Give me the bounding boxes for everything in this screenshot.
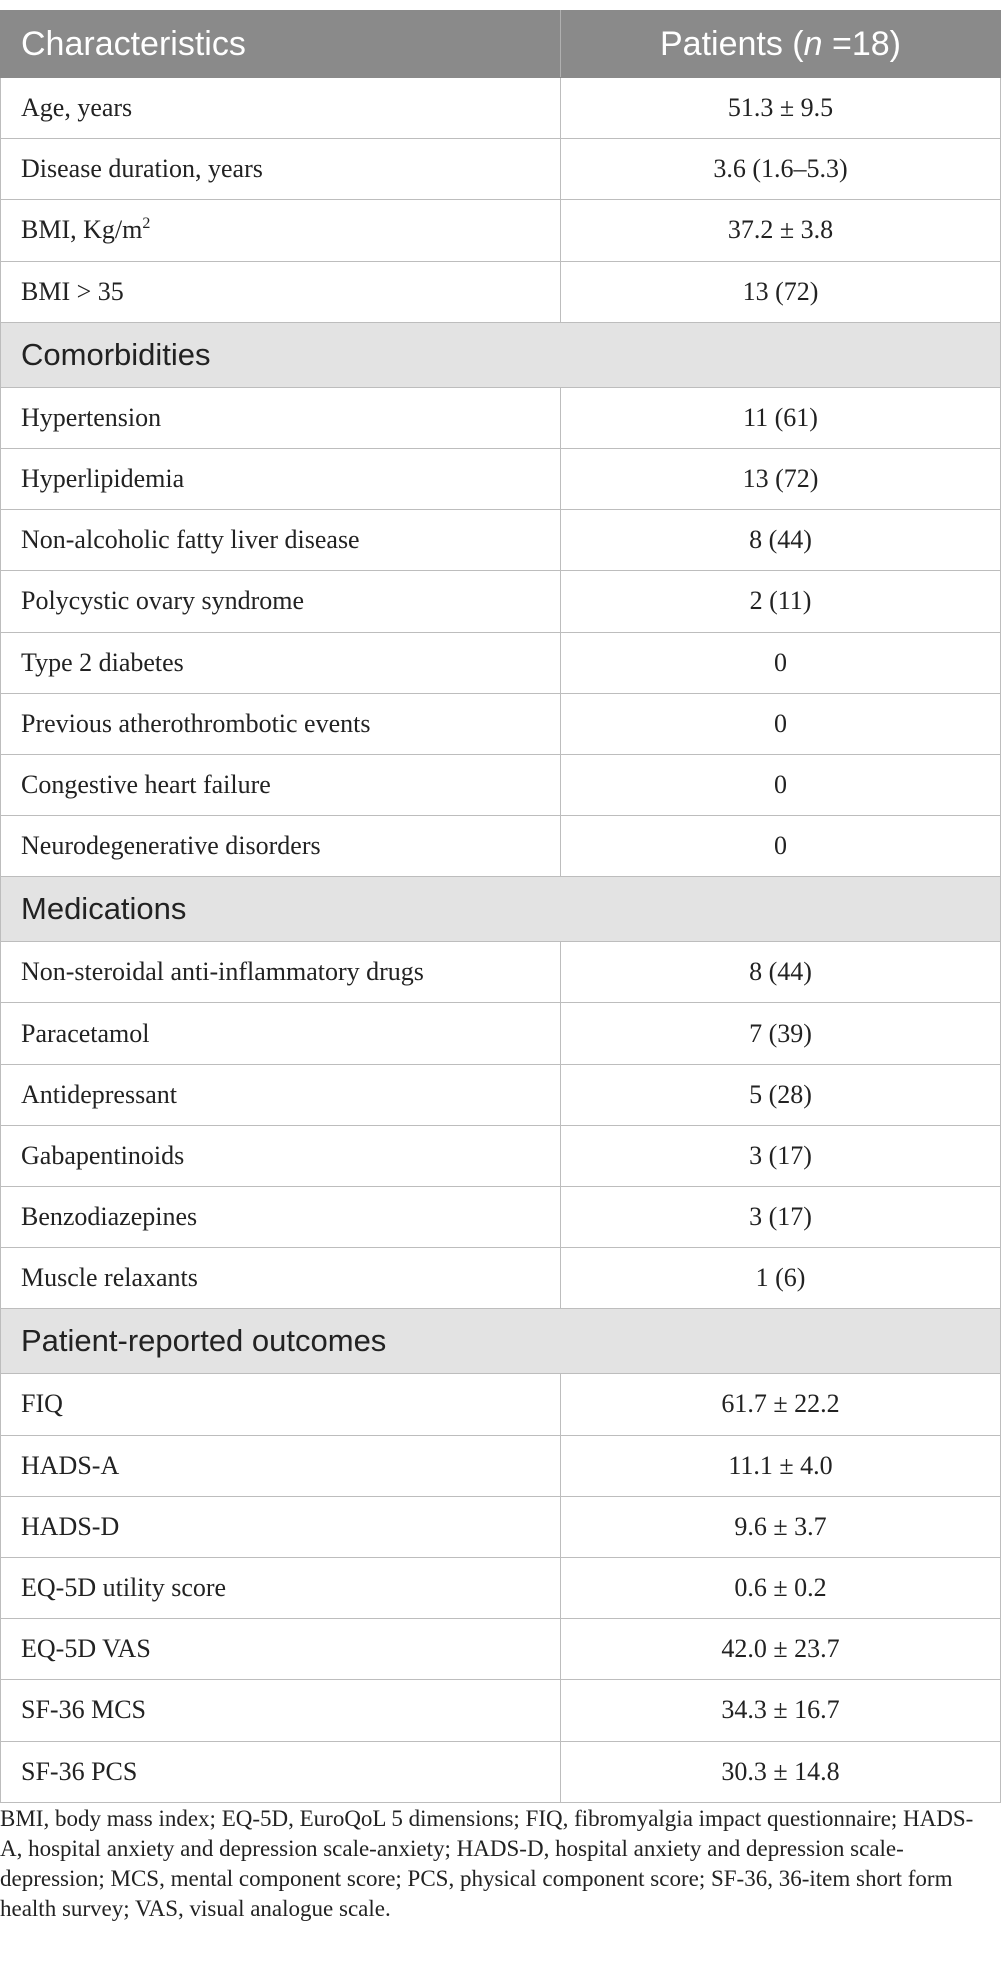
table-header-row <box>1 11 1001 78</box>
row-label <box>1 632 561 693</box>
table-row <box>1 1680 1001 1741</box>
table-row <box>1 387 1001 448</box>
section-header-row <box>1 877 1001 942</box>
table-row <box>1 754 1001 815</box>
row-label-superscript: 2 <box>142 215 151 233</box>
row-label <box>1 78 561 139</box>
table-row <box>1 571 1001 632</box>
row-value: 8 (44) <box>561 510 1001 571</box>
row-value: 30.3 ± 14.8 <box>561 1741 1001 1802</box>
row-label-text: HADS-A <box>21 1450 120 1480</box>
table-row <box>1 1435 1001 1496</box>
row-label-text: Congestive heart failure <box>21 769 271 799</box>
row-label <box>1 510 561 571</box>
table-row <box>1 139 1001 200</box>
row-label <box>1 1619 561 1680</box>
row-label-text: FIQ <box>21 1389 63 1419</box>
row-value: 11 (61) <box>561 387 1001 448</box>
section-title: Patient-reported outcomes <box>1 1309 1001 1374</box>
row-value: 61.7 ± 22.2 <box>561 1374 1001 1435</box>
table-row <box>1 942 1001 1003</box>
row-value: 0.6 ± 0.2 <box>561 1557 1001 1618</box>
row-label-text: Hyperlipidemia <box>21 464 185 494</box>
row-label-text: Non-alcoholic fatty liver disease <box>21 525 360 555</box>
row-label-text: Benzodiazepines <box>21 1202 198 1232</box>
row-label <box>1 448 561 509</box>
characteristics-table <box>0 10 1001 1803</box>
table-row <box>1 1557 1001 1618</box>
row-value: 13 (72) <box>561 448 1001 509</box>
row-label <box>1 1741 561 1802</box>
row-label <box>1 816 561 877</box>
row-label <box>1 1496 561 1557</box>
header-patients <box>561 11 1001 78</box>
row-label <box>1 571 561 632</box>
row-label <box>1 1557 561 1618</box>
header-patients-n: n <box>803 24 823 63</box>
header-patients-prefix: Patients ( <box>660 24 804 63</box>
row-value: 0 <box>561 693 1001 754</box>
row-value: 37.2 ± 3.8 <box>561 200 1001 261</box>
row-value: 2 (11) <box>561 571 1001 632</box>
row-label-text: EQ-5D utility score <box>21 1573 227 1603</box>
row-label-text: BMI, Kg/m <box>21 215 143 245</box>
row-value: 3 (17) <box>561 1125 1001 1186</box>
table-row <box>1 200 1001 261</box>
section-header-row <box>1 322 1001 387</box>
row-value: 11.1 ± 4.0 <box>561 1435 1001 1496</box>
row-label-text: BMI > 35 <box>21 276 124 306</box>
row-label <box>1 261 561 322</box>
header-patients-suffix: =18) <box>822 24 901 63</box>
header-characteristics: Characteristics <box>1 11 561 78</box>
row-label-text: EQ-5D VAS <box>21 1634 151 1664</box>
table-row <box>1 510 1001 571</box>
row-label-text: Gabapentinoids <box>21 1140 185 1170</box>
row-value: 42.0 ± 23.7 <box>561 1619 1001 1680</box>
row-label <box>1 693 561 754</box>
row-label-text: Polycystic ovary syndrome <box>21 586 305 616</box>
row-label-text: Antidepressant <box>21 1079 177 1109</box>
row-value: 9.6 ± 3.7 <box>561 1496 1001 1557</box>
row-value: 8 (44) <box>561 942 1001 1003</box>
row-label-text: SF-36 PCS <box>21 1756 138 1786</box>
row-label <box>1 139 561 200</box>
row-value: 0 <box>561 816 1001 877</box>
table-row <box>1 1248 1001 1309</box>
row-value: 34.3 ± 16.7 <box>561 1680 1001 1741</box>
row-label <box>1 1187 561 1248</box>
row-label <box>1 1374 561 1435</box>
table-row <box>1 632 1001 693</box>
row-value: 0 <box>561 632 1001 693</box>
table-row <box>1 816 1001 877</box>
table-row <box>1 693 1001 754</box>
section-title: Medications <box>1 877 1001 942</box>
row-value: 3 (17) <box>561 1187 1001 1248</box>
row-value: 5 (28) <box>561 1064 1001 1125</box>
table-row <box>1 1187 1001 1248</box>
row-label-text: HADS-D <box>21 1511 120 1541</box>
table-row <box>1 1374 1001 1435</box>
row-label <box>1 754 561 815</box>
row-label <box>1 1125 561 1186</box>
row-label-text: Paracetamol <box>21 1018 150 1048</box>
row-label-text: Disease duration, years <box>21 154 263 184</box>
table-row <box>1 1064 1001 1125</box>
table-row <box>1 78 1001 139</box>
section-header-row <box>1 1309 1001 1374</box>
row-value: 0 <box>561 754 1001 815</box>
row-value: 1 (6) <box>561 1248 1001 1309</box>
table-row <box>1 1741 1001 1802</box>
table-row <box>1 1003 1001 1064</box>
table-row <box>1 1619 1001 1680</box>
row-label <box>1 1064 561 1125</box>
row-label <box>1 1680 561 1741</box>
row-label <box>1 1248 561 1309</box>
row-label-text: Neurodegenerative disorders <box>21 831 321 861</box>
row-label <box>1 1435 561 1496</box>
row-label-text: Age, years <box>21 93 133 123</box>
table-row <box>1 261 1001 322</box>
section-title: Comorbidities <box>1 322 1001 387</box>
table-footnote: BMI, body mass index; EQ-5D, EuroQoL 5 dimensions; FIQ, fibromyalgia impact questionnaire; HADS-A, hospital anxiety and depression scale-anxiety; HADS-D, hospital anxiety and depression scale-depression; MCS, mental component score; PCS, physical component score; SF-36, 36-item short form health survey; VAS, visual analogue scale. <box>0 1806 974 1921</box>
row-value: 13 (72) <box>561 261 1001 322</box>
row-label-text: Previous atherothrombotic events <box>21 708 371 738</box>
table-row <box>1 1125 1001 1186</box>
row-value: 51.3 ± 9.5 <box>561 78 1001 139</box>
row-label <box>1 1003 561 1064</box>
row-value: 3.6 (1.6–5.3) <box>561 139 1001 200</box>
row-label <box>1 200 561 261</box>
row-label-text: SF-36 MCS <box>21 1695 146 1725</box>
row-label-text: Non-steroidal anti-inflammatory drugs <box>21 957 424 987</box>
row-label-text: Muscle relaxants <box>21 1263 198 1293</box>
row-label-text: Type 2 diabetes <box>21 647 184 677</box>
row-value: 7 (39) <box>561 1003 1001 1064</box>
row-label <box>1 942 561 1003</box>
row-label <box>1 387 561 448</box>
table-row <box>1 1496 1001 1557</box>
table-row <box>1 448 1001 509</box>
row-label-text: Hypertension <box>21 402 162 432</box>
